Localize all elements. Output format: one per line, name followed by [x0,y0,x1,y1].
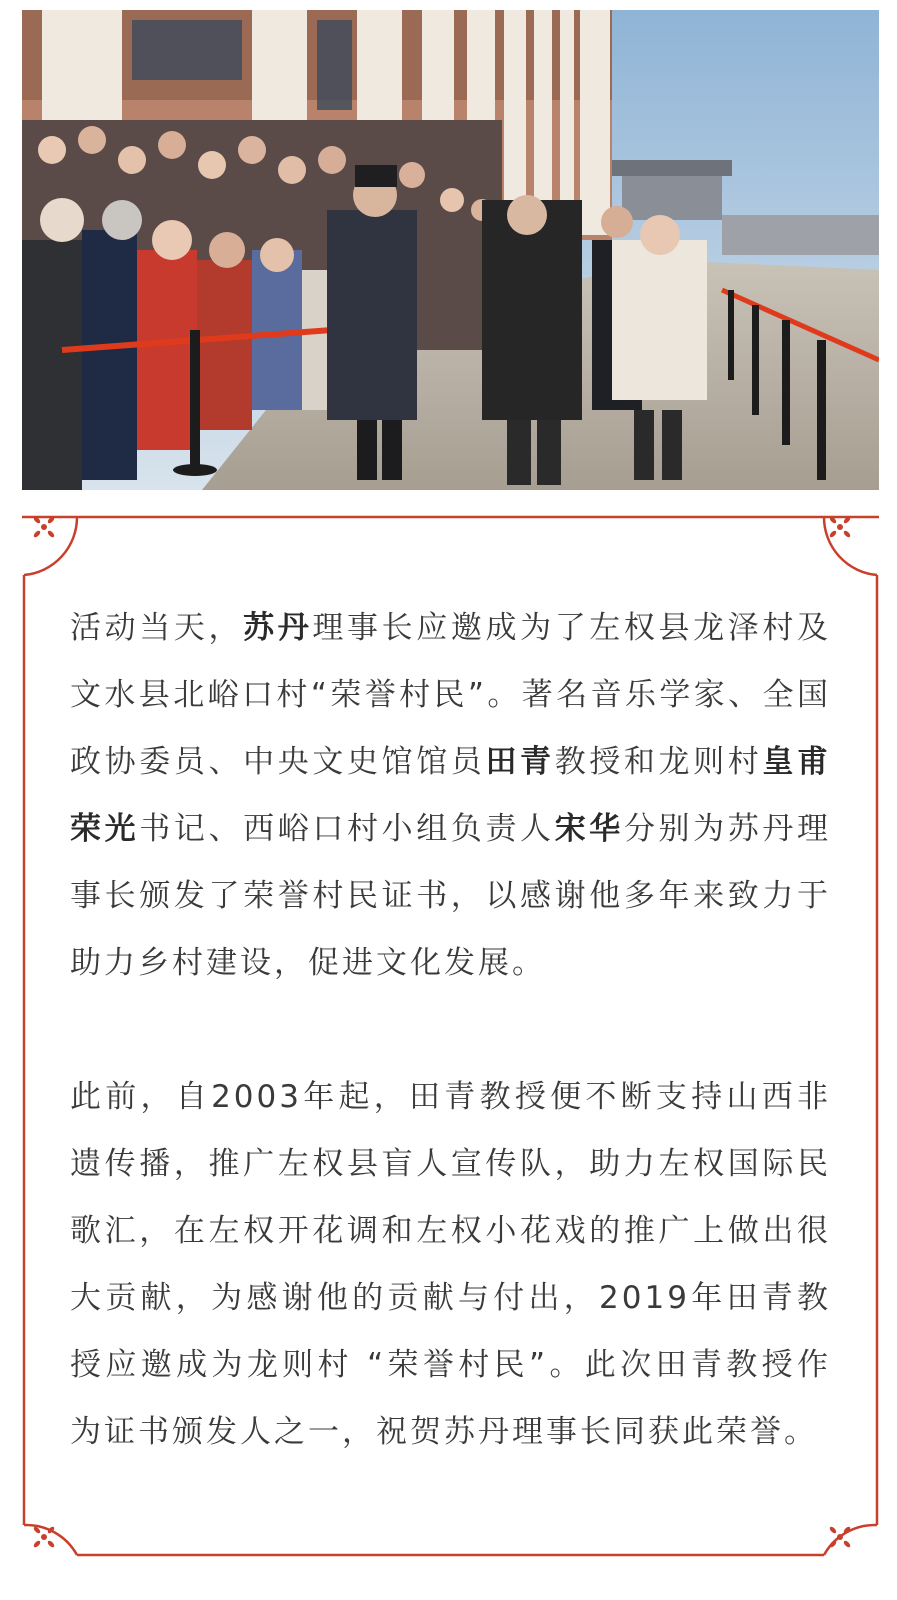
text-segment: 理事长应邀成为了左权县龙泽村及文水县北峪口村“荣誉村民”。著名音乐学家、全国政协委员、中央文史馆馆员 [70,610,832,780]
corner-flower-icon [33,516,56,539]
photo-illustration [22,10,879,490]
text-segment: 分别为苏丹理事长颁发了荣誉村民证书，以感谢他多年来致力于助力乡村建设，促进文化发展。 [70,811,832,981]
article-body [70,595,831,1466]
name-huangfu-rongguang: 皇甫荣光 [70,744,832,847]
text-segment: 活动当天， [70,610,244,646]
article-photo [22,10,879,490]
name-tianqing: 田青 [485,744,555,780]
paragraph-history: 此前，自2003年起，田青教授便不断支持山西非遗传播，推广左权县盲人宣传队，助力左权国际民歌汇，在左权开花调和左权小花戏的推广上做出很大贡献，为感谢他的贡献与付出，2019年田青教授应邀成为龙则村 “荣誉村民”。此次田青教授作为证书颁发人之一，祝贺苏丹理事长同获此荣誉。 [70,1079,831,1450]
article-frame [22,515,879,1595]
corner-flower-icon [829,1526,852,1549]
text-segment: 书记、西峪口村小组负责人 [139,811,555,847]
paragraph-spacer [70,997,831,1064]
paragraph-award [70,595,831,997]
name-sudan: 苏丹 [243,610,313,646]
text-segment: 教授和龙则村 [554,744,763,780]
corner-flower-icon [829,516,852,539]
name-songhua: 宋华 [554,811,624,847]
